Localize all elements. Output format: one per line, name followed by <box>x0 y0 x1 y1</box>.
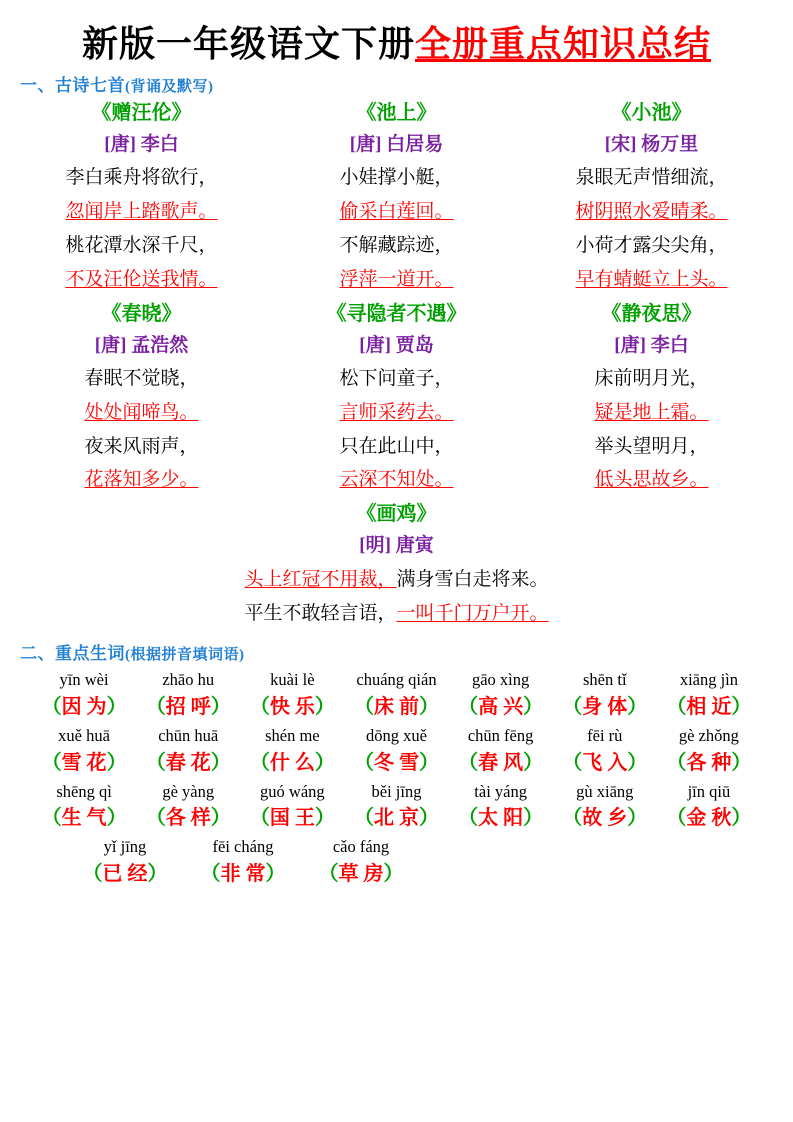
vocab-word <box>449 749 553 778</box>
vocab-cell <box>657 749 761 778</box>
poem-author <box>14 531 779 561</box>
section-1-name: 古诗七首 <box>55 76 125 95</box>
pinyin: fēi rù <box>587 725 623 745</box>
poem-title: 《寻隐者不遇》 <box>326 302 467 325</box>
poem-author <box>273 130 520 160</box>
vocab-word <box>184 860 302 889</box>
paren-left: （ <box>249 751 270 774</box>
word-text: 已 经 <box>102 863 148 886</box>
poem-author <box>273 331 520 361</box>
word-text: 雪 花 <box>61 751 107 774</box>
poem-author-name: 白居易 <box>386 134 444 155</box>
pinyin: cǎo fáng <box>332 837 390 857</box>
vocab-cell <box>32 724 136 749</box>
paren-right: ） <box>418 695 439 718</box>
pinyin: chuáng qián <box>356 670 437 690</box>
poem-line: 夜来风雨声， <box>84 435 199 457</box>
pinyin: kuài lè <box>270 670 315 690</box>
word-text: 飞 入 <box>582 751 628 774</box>
poem-grid-row-1 <box>14 98 779 297</box>
paren-left: （ <box>666 695 687 718</box>
vocab-cell <box>240 749 344 778</box>
paren-left: （ <box>318 863 339 886</box>
vocab-cell <box>449 724 553 749</box>
vocab-cell <box>136 804 240 833</box>
paren-left: （ <box>666 751 687 774</box>
section-2-index: 二、 <box>20 644 55 664</box>
paren-right: ） <box>210 751 231 774</box>
paren-right: ） <box>106 695 127 718</box>
paren-right: ） <box>106 751 127 774</box>
pinyin: gè zhǒng <box>678 725 739 745</box>
poem-hua-ji <box>14 499 779 631</box>
paren-right: ） <box>418 807 439 830</box>
paren-left: （ <box>249 807 270 830</box>
word-text: 冬 雪 <box>373 751 419 774</box>
poem-line: 低头思故乡。 <box>594 469 709 491</box>
poem-line: 偷采白莲回。 <box>339 201 454 223</box>
poem-grid-row-2 <box>14 299 779 498</box>
vocab-cell <box>657 804 761 833</box>
poem-line: 桃花潭水深千尺， <box>65 235 218 257</box>
vocab-word-row <box>32 860 761 889</box>
vocab-word-row <box>32 693 761 722</box>
vocab-cell <box>657 668 761 693</box>
vocab-cell <box>136 724 240 749</box>
vocab-pinyin-row <box>32 835 761 860</box>
vocab-word <box>553 749 657 778</box>
poem-chun-xiao <box>14 299 269 498</box>
word-text: 因 为 <box>61 695 107 718</box>
paren-right: ） <box>731 751 752 774</box>
paren-left: （ <box>145 751 166 774</box>
page-title <box>14 16 779 67</box>
paren-right: ） <box>265 863 286 886</box>
vocab-word <box>553 693 657 722</box>
word-text: 快 乐 <box>269 695 315 718</box>
vocab-cell <box>240 693 344 722</box>
vocab-cell <box>240 804 344 833</box>
pinyin: tài yáng <box>474 781 527 801</box>
poem-title: 《画鸡》 <box>356 503 437 526</box>
word-text: 身 体 <box>582 695 628 718</box>
pinyin: chūn fēng <box>467 725 534 745</box>
word-text: 太 阳 <box>478 807 524 830</box>
vocab-cell <box>344 693 448 722</box>
paren-left: （ <box>200 863 221 886</box>
poem-author-name: 唐寅 <box>395 535 434 557</box>
paren-right: ） <box>627 695 648 718</box>
paren-right: ） <box>523 751 544 774</box>
vocab-cell <box>240 724 344 749</box>
paren-right: ） <box>523 807 544 830</box>
vocab-block <box>32 835 761 889</box>
word-text: 招 呼 <box>165 695 211 718</box>
poem-dynasty: [唐] <box>614 334 646 356</box>
word-text: 高 兴 <box>478 695 524 718</box>
vocab-cell <box>302 860 420 889</box>
paren-right: ） <box>106 807 127 830</box>
vocab-cell <box>657 724 761 749</box>
vocab-word <box>32 693 136 722</box>
vocab-cell <box>32 749 136 778</box>
vocabulary-table <box>14 668 779 889</box>
paren-right: ） <box>523 695 544 718</box>
vocab-cell <box>553 804 657 833</box>
vocab-cell <box>66 860 184 889</box>
vocab-word <box>240 804 344 833</box>
paren-right: ） <box>383 863 404 886</box>
paren-left: （ <box>458 695 479 718</box>
paren-left: （ <box>562 751 583 774</box>
poem-chi-shang <box>269 98 524 297</box>
vocab-cell <box>240 668 344 693</box>
poem-line: 浮萍一道开。 <box>339 268 454 290</box>
vocab-word <box>657 749 761 778</box>
vocab-word <box>240 693 344 722</box>
vocab-cell <box>32 693 136 722</box>
poem-line <box>14 597 779 631</box>
poem-line: 花落知多少。 <box>84 469 199 491</box>
poem-title: 《池上》 <box>356 102 437 124</box>
poem-line: 树阴照水爱晴柔。 <box>575 201 728 223</box>
vocab-word <box>136 693 240 722</box>
vocab-cell <box>553 749 657 778</box>
poem-title: 《赠汪伦》 <box>91 102 192 124</box>
section-2-name: 重点生词 <box>55 644 125 664</box>
word-text: 北 京 <box>373 807 419 830</box>
vocab-word <box>657 804 761 833</box>
word-text: 国 王 <box>269 807 315 830</box>
poem-line: 不及汪伦送我情。 <box>65 268 218 290</box>
pinyin: dōng xuě <box>366 725 427 745</box>
vocab-pinyin-row <box>32 724 761 749</box>
poem-line: 床前明月光， <box>594 368 709 390</box>
pinyin: guó wáng <box>260 781 325 801</box>
paren-right: ） <box>418 751 439 774</box>
vocab-word <box>344 693 448 722</box>
poem-xiao-chi <box>524 98 779 297</box>
vocab-word-row <box>32 749 761 778</box>
poem-zeng-wang-lun <box>14 98 269 297</box>
paren-left: （ <box>458 751 479 774</box>
paren-right: ） <box>627 807 648 830</box>
poem-title: 《小池》 <box>611 102 692 124</box>
word-text: 春 花 <box>165 751 211 774</box>
poem-line: 忽闻岸上踏歌声。 <box>65 201 218 223</box>
poem-dynasty: [唐] <box>94 334 127 356</box>
poem-line: 松下问童子， <box>339 368 454 390</box>
poem-author-name: 李白 <box>650 334 689 356</box>
word-text: 金 秋 <box>686 807 732 830</box>
poem-line: 处处闻啼鸟。 <box>84 401 199 423</box>
pinyin: zhāo hu <box>162 670 215 690</box>
pinyin: fēi cháng <box>212 837 274 857</box>
word-text: 春 风 <box>478 751 524 774</box>
pinyin: xiāng jìn <box>679 670 739 690</box>
vocab-cell <box>344 804 448 833</box>
paren-right: ） <box>731 695 752 718</box>
section-1-index: 一、 <box>20 76 55 95</box>
word-text: 床 前 <box>373 695 419 718</box>
section-1-sub: (背诵及默写) <box>125 79 214 95</box>
vocab-word <box>344 804 448 833</box>
pinyin: yǐ jīng <box>103 837 147 857</box>
poem-dynasty: [唐] <box>359 334 391 356</box>
word-text: 生 气 <box>61 807 107 830</box>
poem-line: 小荷才露尖尖角， <box>575 235 728 257</box>
vocab-block <box>32 780 761 834</box>
poem-line: 泉眼无声惜细流， <box>575 167 728 189</box>
vocab-word <box>449 693 553 722</box>
vocab-cell <box>553 780 657 805</box>
vocab-word <box>32 804 136 833</box>
vocab-cell <box>344 749 448 778</box>
poem-line-segment: 头上红冠不用裁， <box>244 568 397 590</box>
poem-author <box>528 130 775 160</box>
poem-line: 小娃撑小艇， <box>339 167 454 189</box>
pinyin: jīn qiū <box>687 781 731 801</box>
vocab-cell <box>657 693 761 722</box>
vocab-cell <box>240 780 344 805</box>
poem-author-name: 贾岛 <box>395 334 434 356</box>
paren-left: （ <box>145 807 166 830</box>
poem-author <box>528 331 775 361</box>
poem-dynasty: [唐] <box>104 134 136 155</box>
pinyin: chūn huā <box>158 725 219 745</box>
word-text: 各 种 <box>686 751 732 774</box>
vocab-word <box>344 749 448 778</box>
pinyin: shēn tǐ <box>583 670 627 690</box>
pinyin: běi jīng <box>371 781 422 801</box>
section-heading-poems <box>20 71 779 96</box>
word-text: 什 么 <box>269 751 315 774</box>
vocab-word <box>66 860 184 889</box>
pinyin: gāo xìng <box>471 670 530 690</box>
paren-left: （ <box>666 807 687 830</box>
vocab-cell <box>449 693 553 722</box>
poem-author <box>18 130 265 160</box>
vocab-cell <box>553 724 657 749</box>
poem-line: 春眠不觉晓， <box>84 368 199 390</box>
poem-line: 疑是地上霜。 <box>594 401 709 423</box>
poem-line: 言师采药去。 <box>339 401 454 423</box>
paren-left: （ <box>41 695 62 718</box>
vocab-cell <box>184 860 302 889</box>
pinyin: shēng qì <box>56 781 112 801</box>
paren-left: （ <box>145 695 166 718</box>
poem-title: 《静夜思》 <box>601 302 702 325</box>
pinyin: gè yàng <box>162 781 215 801</box>
word-text: 各 样 <box>165 807 211 830</box>
section-heading-vocab <box>20 639 779 664</box>
paren-left: （ <box>353 751 374 774</box>
paren-left: （ <box>353 807 374 830</box>
vocab-word <box>449 804 553 833</box>
paren-right: ） <box>210 695 231 718</box>
vocab-word <box>136 749 240 778</box>
paren-right: ） <box>314 695 335 718</box>
pinyin: yīn wèi <box>59 670 109 690</box>
vocab-cell <box>66 835 184 860</box>
vocab-word <box>553 804 657 833</box>
vocab-cell <box>136 693 240 722</box>
poem-line-segment: 一叫千门万户开。 <box>396 602 549 624</box>
paren-right: ） <box>731 807 752 830</box>
poem-line: 不解藏踪迹， <box>339 235 454 257</box>
vocab-block <box>32 668 761 722</box>
paren-left: （ <box>562 807 583 830</box>
poem-author-name: 李白 <box>140 134 179 155</box>
paren-right: ） <box>147 863 168 886</box>
pinyin: shén me <box>265 725 320 745</box>
paren-left: （ <box>458 807 479 830</box>
poem-dynasty: [宋] <box>604 134 637 155</box>
vocab-cell <box>32 668 136 693</box>
page-title-red: 全册重点知识总结 <box>415 24 712 64</box>
vocab-word <box>32 749 136 778</box>
poem-line: 只在此山中， <box>339 435 454 457</box>
poem-xun-yin-zhe-bu-yu <box>269 299 524 498</box>
paren-left: （ <box>41 751 62 774</box>
word-text: 草 房 <box>338 863 384 886</box>
word-text: 相 近 <box>686 695 732 718</box>
paren-left: （ <box>41 807 62 830</box>
vocab-cell <box>136 749 240 778</box>
paren-right: ） <box>627 751 648 774</box>
vocab-pinyin-row <box>32 668 761 693</box>
vocab-cell <box>449 804 553 833</box>
vocab-pinyin-row <box>32 780 761 805</box>
poem-line-segment: 满身雪白走将来。 <box>396 568 549 590</box>
vocab-cell <box>184 835 302 860</box>
vocab-cell <box>449 749 553 778</box>
vocab-cell <box>32 804 136 833</box>
paren-left: （ <box>353 695 374 718</box>
paren-left: （ <box>249 695 270 718</box>
vocab-word <box>240 749 344 778</box>
vocab-word-row <box>32 804 761 833</box>
vocab-cell <box>136 668 240 693</box>
poem-dynasty: [明] <box>359 535 391 557</box>
poem-title: 《春晓》 <box>101 302 182 325</box>
pinyin: xuě huā <box>58 725 110 745</box>
poem-author-name: 杨万里 <box>641 134 699 155</box>
paren-right: ） <box>210 807 231 830</box>
page-title-black: 新版一年级语文下册 <box>81 24 415 64</box>
vocab-cell <box>136 780 240 805</box>
vocab-cell <box>32 780 136 805</box>
vocab-word <box>136 804 240 833</box>
vocab-cell <box>344 724 448 749</box>
word-text: 非 常 <box>220 863 266 886</box>
vocab-block <box>32 724 761 778</box>
poem-line: 李白乘舟将欲行， <box>65 167 218 189</box>
vocab-cell <box>449 780 553 805</box>
paren-left: （ <box>82 863 103 886</box>
poem-line: 举头望明月， <box>594 435 709 457</box>
poem-dynasty: [唐] <box>349 134 382 155</box>
paren-left: （ <box>562 695 583 718</box>
word-text: 故 乡 <box>582 807 628 830</box>
poem-author-name: 孟浩然 <box>131 334 189 356</box>
pinyin: gù xiāng <box>576 781 634 801</box>
vocab-word <box>657 693 761 722</box>
vocab-cell <box>553 693 657 722</box>
vocab-word <box>302 860 420 889</box>
section-2-sub: (根据拼音填词语) <box>125 647 245 664</box>
vocab-cell <box>449 668 553 693</box>
poem-line-segment: 平生不敢轻言语， <box>244 602 397 624</box>
vocab-cell <box>344 668 448 693</box>
poem-author <box>18 331 265 361</box>
vocab-cell <box>302 835 420 860</box>
vocab-cell <box>344 780 448 805</box>
vocab-cell <box>553 668 657 693</box>
paren-right: ） <box>314 807 335 830</box>
poem-jing-ye-si <box>524 299 779 498</box>
poem-line <box>14 563 779 597</box>
paren-right: ） <box>314 751 335 774</box>
poem-line: 云深不知处。 <box>339 469 454 491</box>
poem-line: 早有蜻蜓立上头。 <box>575 268 728 290</box>
vocab-cell <box>657 780 761 805</box>
